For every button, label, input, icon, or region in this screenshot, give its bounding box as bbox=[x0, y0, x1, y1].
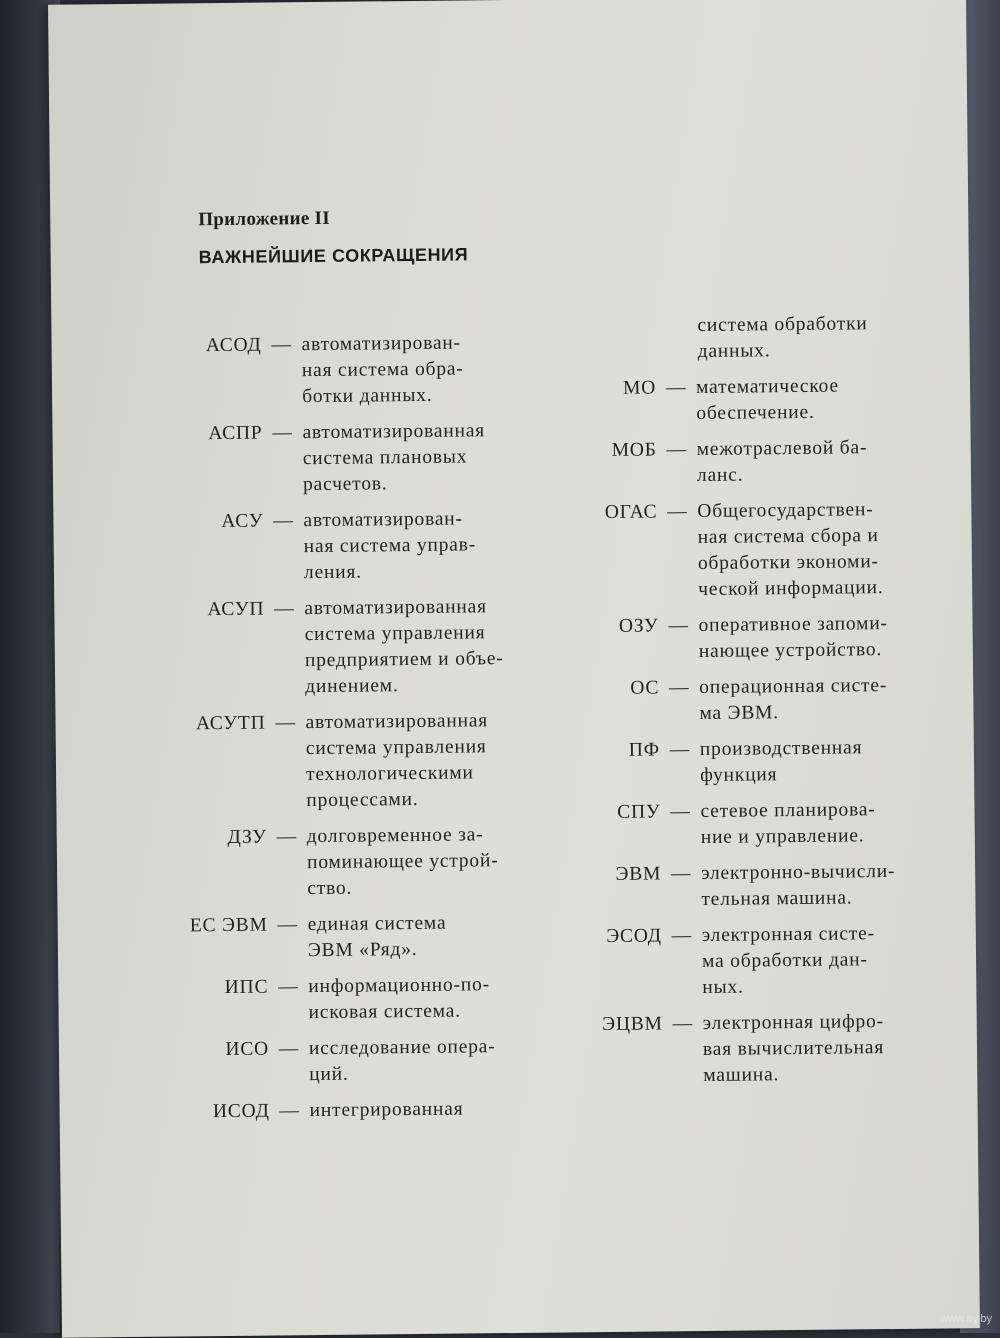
abbreviation-entry bbox=[531, 673, 932, 729]
definition: сетевое планирова- ние и управление. bbox=[700, 799, 876, 849]
abbreviation-entry bbox=[132, 418, 533, 500]
definition: электронно-вычисли- тельная машина. bbox=[701, 860, 896, 911]
definition: оперативное запоми- нающее устройство. bbox=[698, 613, 888, 663]
definition: информационно-по- исковая система. bbox=[308, 974, 491, 1024]
abbreviation: ЭСОД bbox=[606, 925, 662, 948]
abbreviation-entry bbox=[532, 735, 933, 791]
dash: — bbox=[279, 1100, 300, 1122]
dash: — bbox=[275, 712, 296, 734]
definition: электронная систе- ма обработки дан- ных. bbox=[701, 923, 875, 999]
abbreviation: СПУ bbox=[617, 801, 661, 823]
dash: — bbox=[274, 598, 295, 620]
abbreviation: ИСО bbox=[225, 1038, 270, 1061]
abbreviation: ОС bbox=[630, 677, 660, 699]
abbreviation-entry bbox=[535, 1009, 936, 1091]
abbreviation: ОЗУ bbox=[618, 615, 659, 637]
dash: — bbox=[671, 925, 693, 947]
abbreviations-right-column bbox=[527, 311, 935, 1101]
abbreviation: АСУП bbox=[207, 598, 265, 621]
dash: — bbox=[667, 501, 688, 523]
abbreviation-entry bbox=[532, 797, 933, 853]
dash: — bbox=[670, 801, 691, 823]
abbreviation: ЭЦВМ bbox=[602, 1013, 663, 1036]
abbreviation-entry bbox=[137, 822, 538, 904]
dash: — bbox=[672, 1013, 693, 1035]
abbreviation: МО bbox=[622, 377, 657, 399]
page-title: ВАЖНЕЙШИЕ СОКРАЩЕНИЯ bbox=[198, 244, 469, 268]
definition: автоматизированная система управления предприятием и объе- динением. bbox=[304, 596, 504, 698]
abbreviation-entry bbox=[139, 1096, 539, 1126]
dash: — bbox=[670, 863, 692, 885]
definition: автоматизированная система управления технологическими процессами. bbox=[305, 710, 489, 812]
abbreviation-entry bbox=[135, 708, 536, 816]
definition-continuation: система обработки данных. bbox=[697, 313, 868, 363]
abbreviation-entry bbox=[529, 435, 930, 491]
dash: — bbox=[273, 510, 294, 532]
abbreviation: МОБ bbox=[611, 439, 657, 461]
watermark: www.ay.by bbox=[940, 1313, 992, 1325]
abbreviation-entry bbox=[533, 859, 934, 915]
dash: — bbox=[272, 422, 293, 444]
dash: — bbox=[278, 976, 299, 998]
dash: — bbox=[277, 914, 298, 936]
abbreviation: ОГАС bbox=[604, 501, 658, 524]
abbreviation-entry bbox=[133, 506, 534, 588]
abbreviation-entry bbox=[134, 594, 535, 702]
dash: — bbox=[669, 739, 691, 761]
definition: долговременное за- поминающее устрой- ство. bbox=[306, 824, 499, 900]
definition: автоматизированная система плановых расчетов. bbox=[302, 420, 486, 496]
definition: операционная систе- ма ЭВМ. bbox=[699, 675, 888, 725]
definition: единая система ЭВМ «Ряд». bbox=[307, 912, 447, 962]
abbreviation: АСУ bbox=[221, 510, 264, 533]
abbreviation: ПФ bbox=[628, 739, 660, 761]
definition: электронная цифро- вая вычислительная машина. bbox=[702, 1011, 885, 1087]
definition: Общегосударствен- ная система сбора и обработки экономи- ческой информации. bbox=[697, 499, 884, 601]
dash: — bbox=[668, 677, 690, 699]
abbreviations-left-column bbox=[131, 330, 539, 1136]
dash: — bbox=[271, 334, 292, 356]
definition: производственная функция bbox=[699, 737, 863, 787]
abbreviation-entry bbox=[138, 972, 539, 1028]
dash: — bbox=[666, 439, 687, 461]
definition: автоматизирован- ная система управ- ления. bbox=[303, 508, 477, 584]
abbreviation-entry bbox=[534, 921, 935, 1003]
abbreviation-entry bbox=[139, 1034, 540, 1090]
abbreviation: ДЗУ bbox=[227, 826, 267, 848]
dash: — bbox=[276, 826, 298, 848]
appendix-label: Приложение II bbox=[198, 207, 331, 231]
abbreviation: АСУТП bbox=[195, 712, 266, 735]
definition: интегрированная bbox=[309, 1098, 464, 1122]
abbreviation-entry bbox=[131, 330, 532, 412]
dash: — bbox=[278, 1038, 300, 1060]
abbreviation-entry bbox=[528, 373, 929, 429]
definition: межотраслевой ба- ланс. bbox=[696, 437, 868, 487]
abbreviation: АСПР bbox=[208, 422, 263, 445]
abbreviation-entry bbox=[530, 611, 931, 667]
dash: — bbox=[668, 615, 689, 637]
abbreviation: ИСОД bbox=[212, 1100, 270, 1123]
definition: математическое обеспечение. bbox=[695, 375, 839, 425]
dash: — bbox=[665, 377, 687, 399]
abbreviation: ЭВМ bbox=[615, 863, 662, 885]
abbreviation: АСОД bbox=[205, 334, 262, 357]
book-page bbox=[48, 0, 980, 1338]
definition: автоматизирован- ная система обра- ботки данных. bbox=[301, 332, 464, 408]
abbreviation: ИПС bbox=[224, 976, 269, 999]
abbreviation: ЕС ЭВМ bbox=[189, 914, 268, 937]
abbreviation-entry bbox=[529, 497, 930, 605]
definition: исследование опера- ций. bbox=[308, 1036, 496, 1086]
abbreviation-entry bbox=[138, 910, 539, 966]
